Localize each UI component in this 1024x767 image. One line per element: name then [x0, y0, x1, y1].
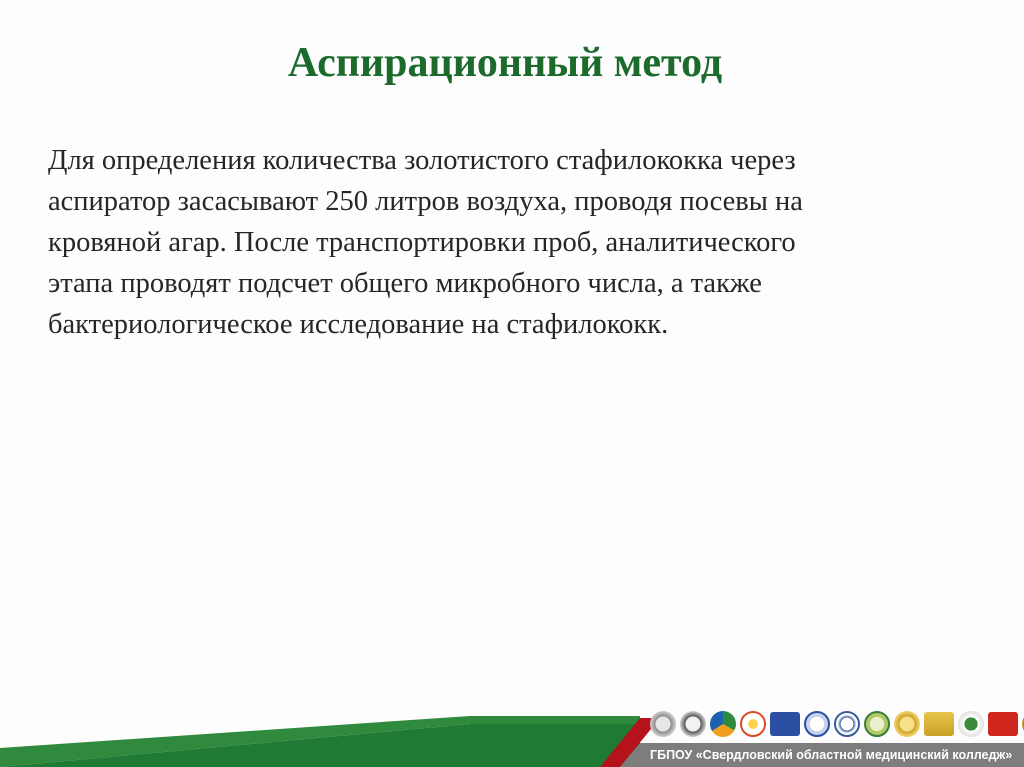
red-badge-icon — [988, 712, 1018, 736]
body-line: бактериологическое исследование на стафилококк. — [48, 309, 669, 340]
emblem-icon — [740, 711, 766, 737]
k-medal-icon — [680, 711, 706, 737]
body-line: кровяной агар. После транспортировки проб, аналитического — [48, 227, 796, 258]
body-line: этапа проводят подсчет общего микробного числа, а также — [48, 268, 762, 299]
medal-icon — [894, 711, 920, 737]
k-medal-icon — [650, 711, 676, 737]
globe-seal-icon — [864, 711, 890, 737]
logo-strip — [650, 708, 1018, 740]
body-line: аспиратор засасывают 250 литров воздуха, проводя посевы на — [48, 186, 803, 217]
ribbon-logo-icon — [710, 711, 736, 737]
banner-icon — [924, 712, 954, 736]
round-seal-icon — [834, 711, 860, 737]
body-line: Для определения количества золотистого стафилококка через — [48, 145, 796, 176]
round-seal-icon — [804, 711, 830, 737]
badge-icon — [770, 712, 800, 736]
slide-body-text — [48, 140, 978, 345]
sun-badge-icon — [958, 711, 984, 737]
footer-caption: ГБПОУ «Свердловский областной медицинский колледж» — [650, 748, 1013, 762]
slide-title: Аспирационный метод — [287, 40, 723, 86]
